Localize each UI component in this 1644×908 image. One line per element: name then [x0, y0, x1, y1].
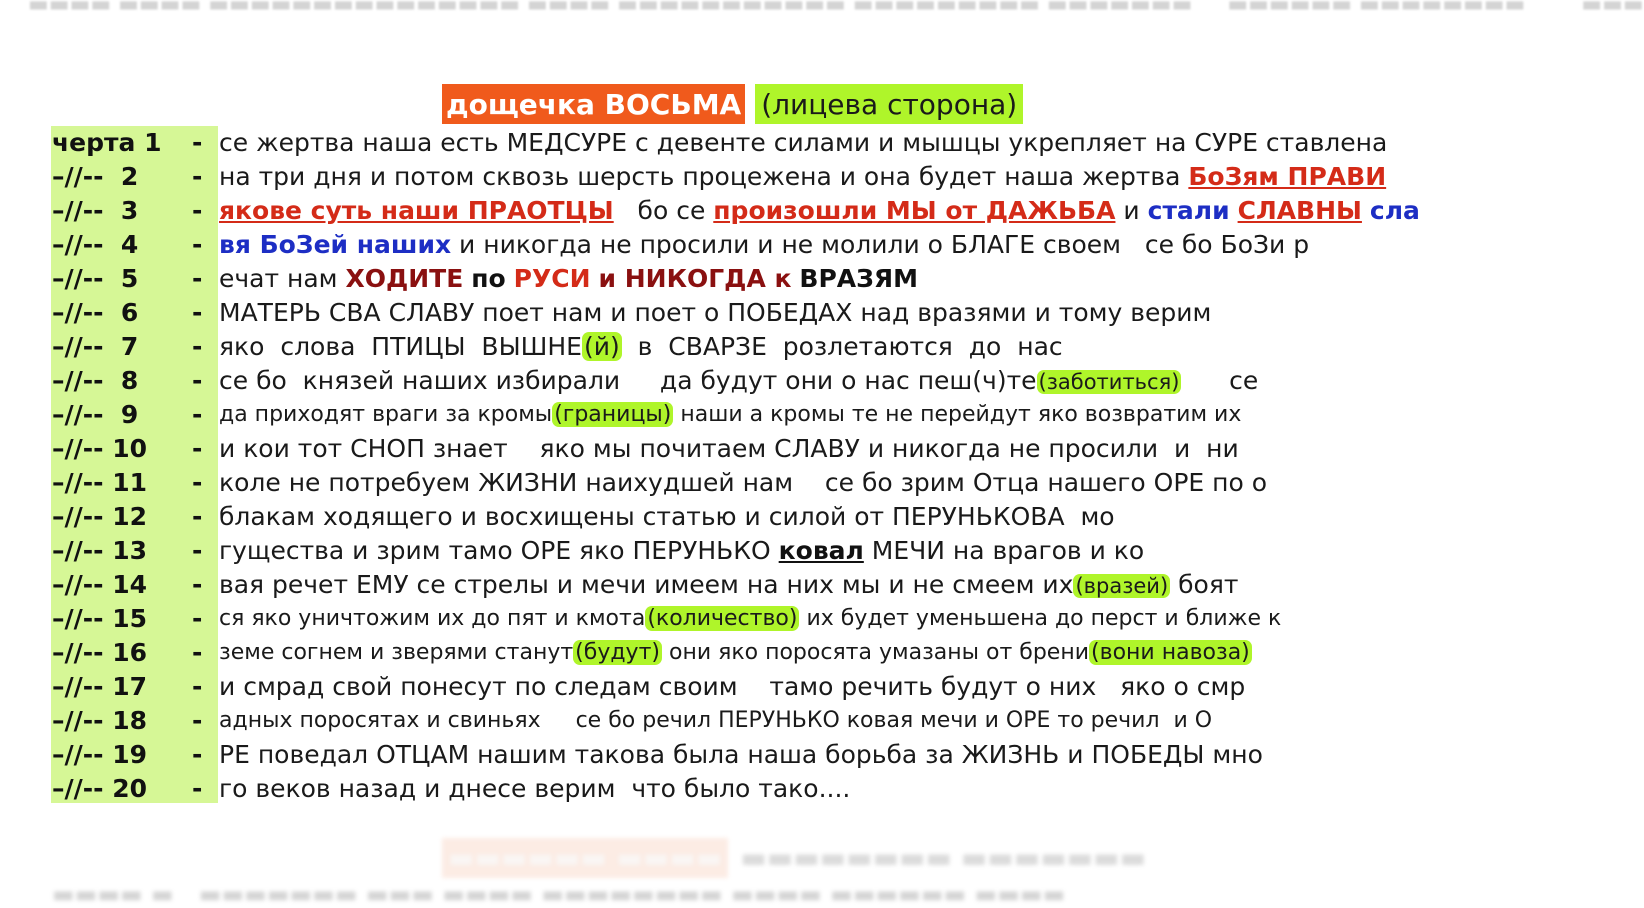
text-segment: боят	[1170, 570, 1239, 599]
emphasis-red: СЛАВНЫ	[1237, 196, 1362, 225]
line-number-label: –//-- 18	[52, 706, 148, 735]
emphasis-red: БоЗям ПРАВИ	[1188, 162, 1387, 191]
text-line	[0, 670, 1380, 704]
line-number-label: –//-- 15	[52, 604, 148, 633]
emphasis-bold: по	[471, 264, 506, 293]
line-dash: -	[192, 570, 203, 599]
text-segment: коле не потребуем ЖИЗНИ наихудшей нам се бо зрим Отца нашего ОРЕ по о	[219, 468, 1268, 497]
line-dash: -	[192, 672, 203, 701]
line-number-label: –//-- 13	[52, 536, 148, 565]
line-number-label: –//-- 16	[52, 638, 148, 667]
note-highlight: (будут)	[575, 640, 660, 665]
line-dash: -	[192, 162, 203, 191]
text-line	[0, 772, 1380, 806]
note-highlight: (границы)	[554, 402, 672, 427]
faded-previous-page-text: ▬▬▬▬ ▬▬▬▬ ▬▬▬▬▬▬▬▬▬▬▬▬▬▬▬ ▬▬▬▬ ▬▬▬▬▬▬▬▬▬▬▬ ▬▬▬▬▬▬▬▬▬ ▬▬▬▬▬▬▬ ▬▬▬▬▬▬ ▬▬▬▬▬▬▬▬ ▬▬▬	[0, 0, 1644, 17]
note-highlight: (вони навоза)	[1091, 640, 1250, 665]
text-line	[0, 568, 1380, 602]
text-line	[0, 296, 1380, 330]
line-text	[219, 432, 1380, 466]
text-segment: и смрад свой понесут по следам своим тамо речить будут о них яко о смр	[219, 672, 1246, 701]
line-dash: -	[192, 706, 203, 735]
text-line	[0, 330, 1380, 364]
text-segment: яко слова ПТИЦЫ ВЫШНЕ	[219, 332, 582, 361]
line-text	[219, 636, 1380, 670]
emphasis-bold: ВРАЗЯМ	[799, 264, 919, 293]
line-text	[219, 364, 1380, 398]
text-segment: да приходят враги за кромы	[219, 402, 553, 427]
line-number-label: –//-- 8	[52, 366, 139, 395]
line-text	[219, 330, 1380, 364]
line-text	[219, 228, 1380, 262]
text-segment: на три дня и потом сквозь шерсть процежена и она будет наша жертва	[219, 162, 1189, 191]
text-segment: ся яко уничтожим их до пят и кмота	[219, 606, 646, 631]
text-line	[0, 432, 1380, 466]
text-line	[0, 398, 1380, 432]
emphasis-red: произошли МЫ от ДАЖЬБА	[713, 196, 1116, 225]
text-segment: се жертва наша есть МЕДСУРЕ с девенте силами и мышцы укрепляет на СУРЕ ставлена	[219, 128, 1388, 157]
page-title	[442, 84, 1023, 124]
text-segment: РЕ поведал ОТЦАМ нашим такова была наша борьба за ЖИЗНЬ и ПОБЕДЫ мно	[219, 740, 1263, 769]
line-text	[219, 160, 1387, 194]
line-text	[219, 262, 1380, 296]
text-segment	[1362, 196, 1370, 225]
text-line	[0, 534, 1380, 568]
text-segment: наши а кромы те не перейдут яко возвратим их	[673, 402, 1242, 427]
emphasis-blue: сла	[1369, 196, 1420, 225]
line-dash: -	[192, 434, 203, 463]
emphasis-dark-red: и НИКОГДА к	[598, 264, 792, 293]
text-segment: в СВАРЗЕ розлетаются до нас	[621, 332, 1063, 361]
line-text	[219, 398, 1380, 432]
text-segment: МЕЧИ на врагов и ко	[863, 536, 1145, 565]
line-dash: -	[192, 196, 203, 225]
text-segment: их будет уменьшена до перст и ближе к	[799, 606, 1282, 631]
text-segment: они яко поросята умазаны от брени	[661, 640, 1090, 665]
line-dash: -	[192, 740, 203, 769]
emphasis-blue: вя БоЗей наших	[219, 230, 452, 259]
line-text	[219, 466, 1380, 500]
text-segment: блакам ходящего и восхищены статью и силой от ПЕРУНЬКОВА мо	[219, 502, 1115, 531]
text-segment: ечат нам	[219, 264, 346, 293]
text-segment: гущества и зрим тамо ОРЕ яко ПЕРУНЬКО	[219, 536, 779, 565]
line-text	[219, 704, 1380, 738]
line-dash: -	[192, 502, 203, 531]
line-text	[219, 194, 1420, 228]
text-segment: го веков назад и днесе верим что было тако....	[219, 774, 851, 803]
line-number-label: –//-- 20	[52, 774, 148, 803]
text-line	[0, 636, 1380, 670]
emphasis-red-bold: РУСИ	[513, 264, 591, 293]
line-number-label: –//-- 2	[52, 162, 139, 191]
tablet-title: дощечка ВОСЬМА	[442, 84, 745, 124]
text-line	[0, 262, 1380, 296]
text-segment: и никогда не просили и не молили о БЛАГЕ своем се бо БоЗи р	[451, 230, 1310, 259]
text-line	[0, 466, 1380, 500]
line-text	[219, 296, 1380, 330]
line-number-label: –//-- 7	[52, 332, 139, 361]
line-number-label: –//-- 3	[52, 196, 139, 225]
emphasis-red: якове суть наши ПРАОТЦЫ	[219, 196, 614, 225]
line-text	[219, 670, 1380, 704]
line-number-label: –//-- 11	[52, 468, 148, 497]
text-segment: и кои тот СНОП знает яко мы почитаем СЛАВУ и никогда не просили и ни	[219, 434, 1239, 463]
line-text	[219, 602, 1380, 636]
text-segment: вая речет ЕМУ се стрелы и мечи имеем на них мы и не смеем их	[219, 570, 1074, 599]
text-lines	[0, 126, 1420, 806]
text-segment: бо се	[613, 196, 714, 225]
line-dash: -	[192, 230, 203, 259]
line-number-label: –//-- 6	[52, 298, 139, 327]
line-text	[219, 500, 1380, 534]
line-number-label: –//-- 17	[52, 672, 148, 701]
text-line	[0, 364, 1380, 398]
text-segment: се бо князей наших избирали да будут они о нас пеш(ч)те	[219, 366, 1037, 395]
line-number-label: –//-- 10	[52, 434, 148, 463]
line-text	[219, 772, 1380, 806]
text-segment	[506, 264, 514, 293]
emphasis-dark-red: ХОДИТЕ	[345, 264, 464, 293]
line-dash: -	[192, 332, 203, 361]
text-line	[0, 500, 1380, 534]
text-segment: и	[1115, 196, 1148, 225]
note-highlight: (заботиться)	[1038, 370, 1180, 394]
text-line	[0, 602, 1380, 636]
emphasis-underline: ковал	[778, 536, 864, 565]
text-segment: земе согнем и зверями станут	[219, 640, 574, 665]
line-dash: -	[192, 638, 203, 667]
line-dash: -	[192, 298, 203, 327]
text-line	[0, 160, 1387, 194]
line-dash: -	[192, 366, 203, 395]
line-text	[219, 568, 1380, 602]
text-segment: адных поросятах и свиньях се бо речил ПЕРУНЬКО ковая мечи и ОРЕ то речил и О	[219, 708, 1213, 733]
line-number-label: –//-- 14	[52, 570, 148, 599]
line-text	[219, 534, 1380, 568]
text-line	[0, 194, 1420, 228]
line-dash: -	[192, 400, 203, 429]
line-number-label: –//-- 19	[52, 740, 148, 769]
text-segment: МАТЕРЬ СВА СЛАВУ поет нам и поет о ПОБЕДАХ над вразями и тому верим	[219, 298, 1212, 327]
text-segment	[1230, 196, 1238, 225]
text-segment	[591, 264, 599, 293]
line-dash: -	[192, 128, 203, 157]
note-highlight: (количество)	[647, 606, 798, 631]
line-dash: -	[192, 536, 203, 565]
note-highlight: (й)	[583, 332, 620, 361]
line-number-label: –//-- 9	[52, 400, 139, 429]
emphasis-blue: стали	[1147, 196, 1230, 225]
line-dash: -	[192, 468, 203, 497]
text-line	[0, 126, 1388, 160]
line-number-label: –//-- 12	[52, 502, 148, 531]
line-number-label: –//-- 4	[52, 230, 139, 259]
line-text	[219, 738, 1380, 772]
faded-next-page-preview: ▬▬▬▬▬▬ ▬▬▬▬ ▬▬▬▬▬▬▬▬ ▬▬▬▬▬▬▬ ▬▬▬▬ ▬ ▬▬▬▬▬▬▬ ▬▬▬ ▬▬▬▬ ▬▬▬▬▬▬▬▬ ▬▬▬▬ ▬▬▬▬▬▬ ▬▬▬▬	[0, 822, 1380, 893]
line-number-label: –//-- 5	[52, 264, 139, 293]
note-highlight: (вразей)	[1075, 574, 1169, 598]
side-subtitle: (лицева сторона)	[755, 84, 1023, 124]
text-line	[0, 704, 1380, 738]
line-number-label: черта 1	[52, 128, 162, 157]
text-line	[0, 738, 1380, 772]
line-text	[219, 126, 1388, 160]
line-dash: -	[192, 774, 203, 803]
line-dash: -	[192, 264, 203, 293]
line-dash: -	[192, 604, 203, 633]
text-line	[0, 228, 1380, 262]
text-segment: се	[1181, 366, 1259, 395]
